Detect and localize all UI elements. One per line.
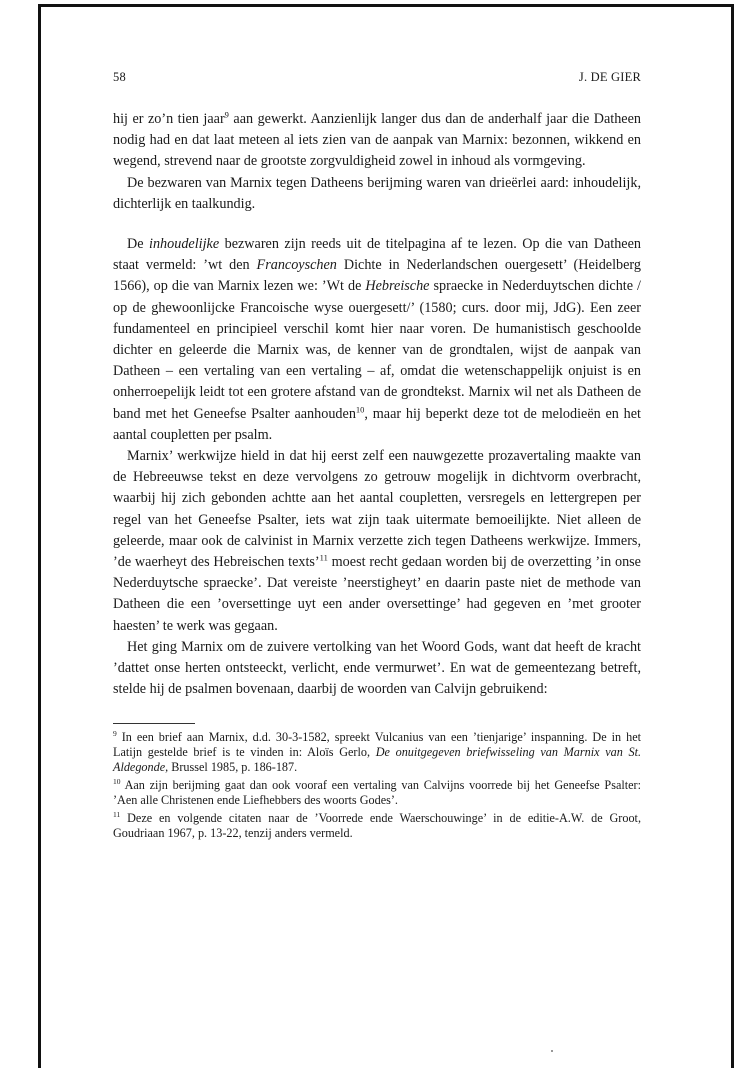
paragraph (113, 109, 641, 173)
paragraph (113, 637, 641, 701)
text-run: aan gewerkt. Aanzienlijk langer dus dan de anderhalf jaar die Datheen nodig had en dat laat meteen al iets zien van de aanpak van Marnix: bezonnen, wikkend en wegend, strevend naar de grootste zorgvuldigheid zowel in inhoud als vormgeving. (113, 111, 641, 170)
footnote (113, 730, 641, 775)
text-run: In een brief aan Marnix, d.d. 30-3-1582, spreekt Vulcanius van een ’tienjarige’ inspanning. De in het Latijn gestelde brief is te vinden in: Aloïs Gerlo, (113, 730, 641, 760)
footnote-ref: 9 (113, 729, 117, 739)
page-number: 58 (113, 70, 126, 84)
text-run: De bezwaren van Marnix tegen Datheens berijming waren van drieërlei aard: inhoudelijk, dichterlijk en taalkundig. (113, 174, 641, 212)
text-run: moest recht gedaan worden bij de overzetting ’in onse Nederduytsche spraecke’. Dat vereiste ’neerstigheyt’ en daarin paste niet de methode van Datheen die een ’oversettinge uyt een ander oversettinge’ had gegeven en ’met grooter haesten’ te werk was gegaan. (113, 554, 641, 634)
footnote-ref: 10 (355, 403, 365, 414)
paragraph (113, 234, 641, 446)
text-run: spraecke in Nederduytschen dichte / op de ghewoonlijcke Francoische wyse ouergesett/’ (1580; curs. door mij, JdG). Een zeer fundamenteel en principieel verschil komt hier naar voren. De humanistisch geschoolde dichter en geleerde die Marnix was, de kenner van de grondtalen, wijst de aanpak van Datheen – een vertaling van een vertaling – af, omdat die wetenschappelijk onjuist is en onherroepelijk leidt tot een grotere afstand van de grondtekst. Marnix wil net als Datheen de band met het Geneefse Psalter aanhouden (113, 278, 641, 422)
paragraph (113, 446, 641, 637)
footnote-ref: 11 (319, 552, 328, 563)
italic-text: inhoudelijke (149, 236, 220, 253)
text-run: Aan zijn berijming gaat dan ook vooraf een vertaling van Calvijns voorrede bij het Geneefse Psalter: ’Aen alle Christenen ende Liefhebbers des woorts Godes’. (113, 778, 641, 808)
footnote (113, 778, 641, 808)
running-title: J. DE GIER (578, 70, 641, 84)
paragraph (113, 173, 641, 215)
page-border-top (38, 4, 734, 7)
footnote-ref: 11 (113, 810, 121, 820)
text-run: Marnix’ werkwijze hield in dat hij eerst zelf een nauwgezette prozavertaling maakte van de Hebreeuwse tekst en deze vervolgens zo getrouw mogelijk in dichtvorm overbracht, waarbij hij zich gebonden achtte aan het aantal coupletten, versregels en lettergrepen per regel van het Geneefse Psalter, iets wat zijn taak uitermate bemoeilijkte. Niet alleen de geleerde, maar ook de calvinist in Marnix verzette zich tegen Datheens werkwijze. Immers, ’de waerheyt des Hebreischen texts’ (113, 448, 641, 571)
text-run: hij er zo’n tien jaar (113, 111, 225, 127)
footnote-rule (113, 723, 195, 724)
text-run: , maar hij beperkt deze tot de melodieën en het aantal coupletten per psalm. (113, 405, 642, 443)
italic-text: Francoyschen (256, 257, 337, 274)
footnote (113, 811, 641, 841)
text-run: bezwaren zijn reeds uit de titelpagina af te lezen. Op die van Datheen staat vermeld: ’wt den (113, 236, 641, 274)
text-run: Brussel 1985, p. 186-187. (168, 760, 298, 775)
italic-text: Hebreische (365, 278, 430, 295)
footnote-ref: 10 (113, 777, 121, 787)
page-border-right (731, 4, 734, 1068)
footnotes (113, 730, 641, 841)
text-run: Het ging Marnix om de zuivere vertolking van het Woord Gods, want dat heeft de kracht ’dattet onse herten ontsteeckt, verlicht, ende vermurwet’. En wat de gemeentezang betreft, stelde hij de psalmen bovenaan, daarbij de woorden van Calvijn gebruikend: (113, 638, 641, 698)
running-head (113, 70, 641, 85)
italic-text: De onuitgegeven briefwisseling van Marnix van St. Aldegonde, (113, 745, 642, 775)
page-content (113, 70, 641, 844)
text-run: Deze en volgende citaten naar de ’Voorrede ende Waerschouwinge’ in de editie-A.W. de Groot, Goudriaan 1967, p. 13-22, tenzij anders vermeld. (113, 811, 641, 841)
body-text (113, 109, 641, 700)
text-run: Dichte in Nederlandschen ouergesett’ (Heidelberg 1566), op die van Marnix lezen we: ’Wt de (113, 257, 641, 295)
scan-speck (551, 1050, 553, 1052)
footnote-ref: 9 (224, 109, 229, 120)
page-border-left (38, 4, 41, 1068)
text-run: De (127, 236, 149, 253)
